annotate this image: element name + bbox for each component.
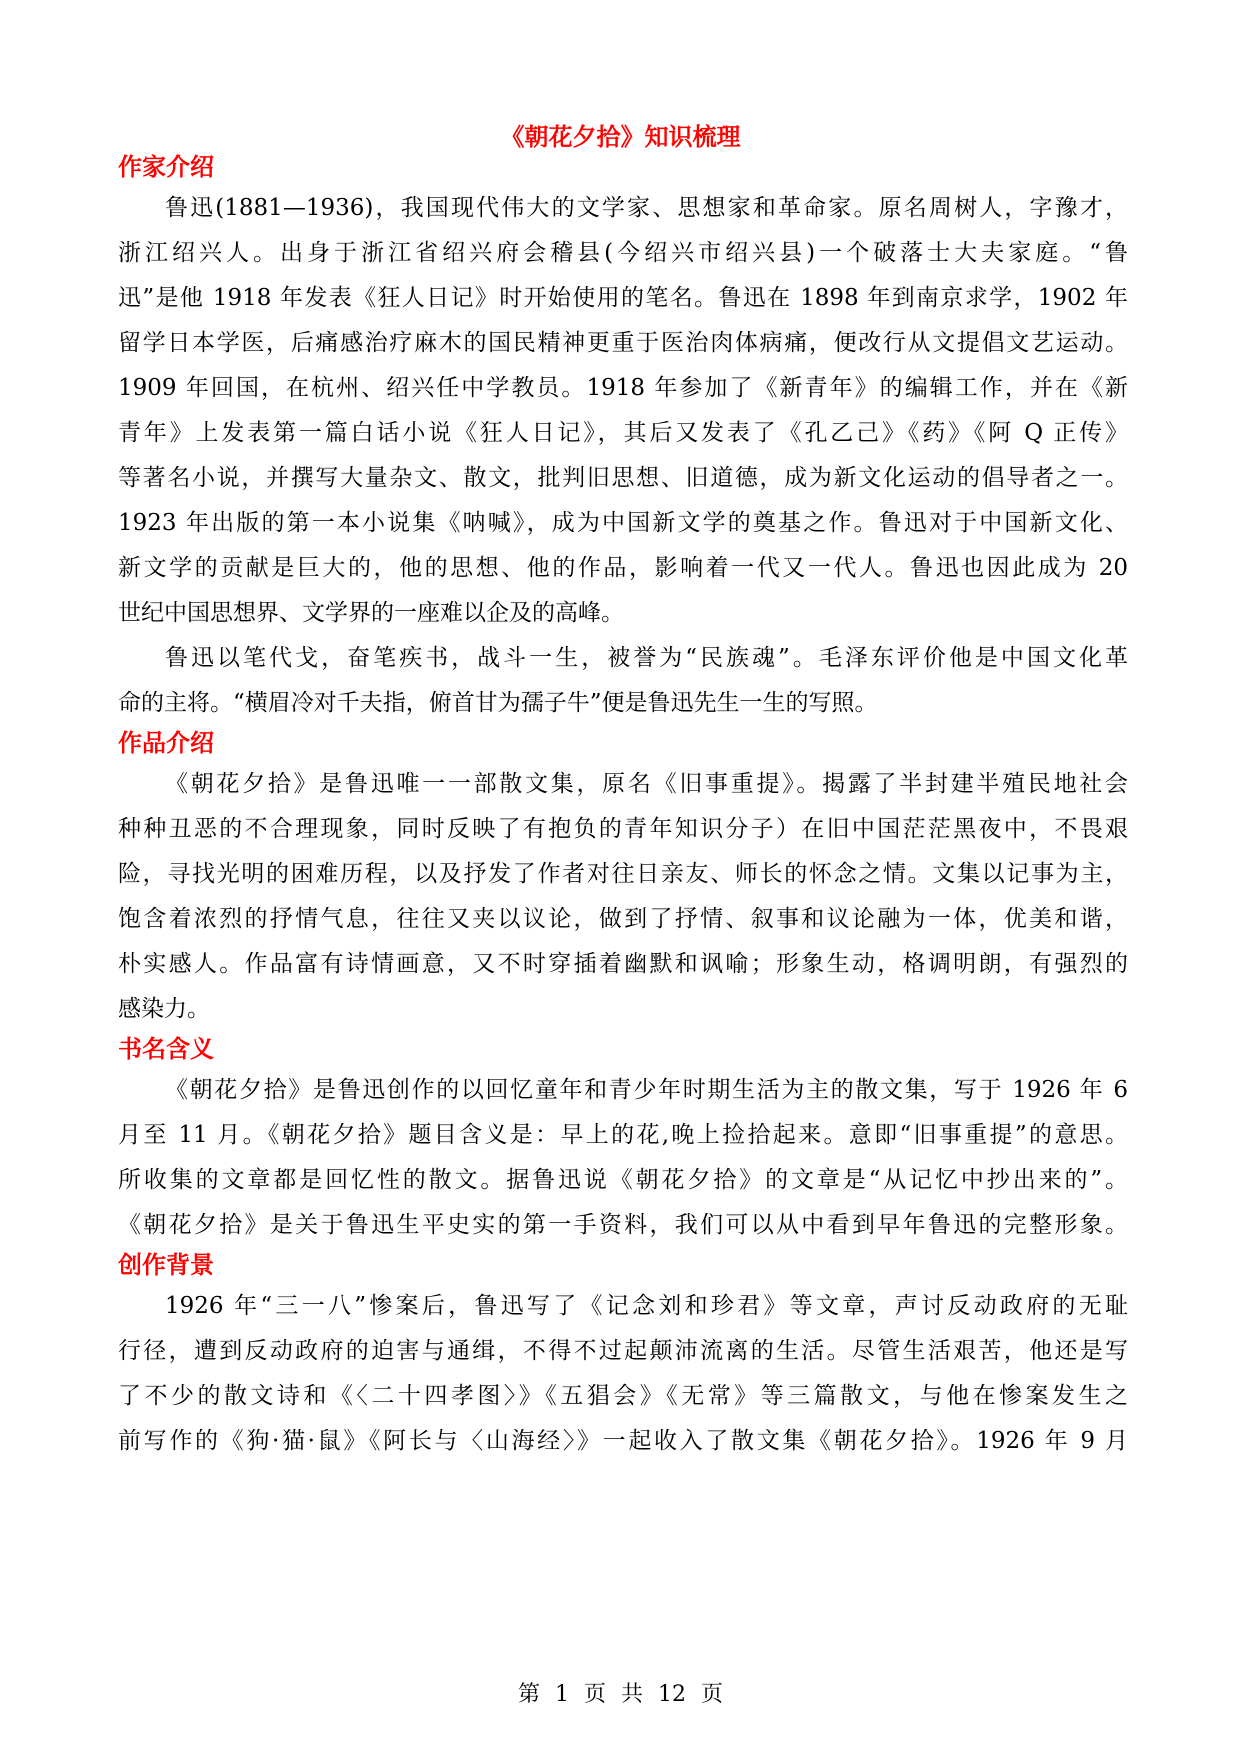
text-line: 等著名小说，并撰写大量杂文、散文，批判旧思想、旧道德，成为新文化运动的倡导者之一。: [118, 465, 1128, 491]
text-line: 迅”是他 1918 年发表《狂人日记》时开始使用的笔名。鲁迅在 1898 年到南京求学，1902 年: [118, 285, 1128, 311]
page-footer: 第 1 页 共 12 页: [518, 1682, 723, 1707]
text-line: 《朝花夕拾》是鲁迅创作的以回忆童年和青少年时期生活为主的散文集，写于 1926 年 6: [165, 1077, 1128, 1103]
section-heading-work: 作品介绍: [118, 729, 214, 757]
text-line: 《朝花夕拾》是关于鲁迅生平史实的第一手资料，我们可以从中看到早年鲁迅的完整形象。: [118, 1212, 1128, 1238]
text-line: 行径，遭到反动政府的迫害与通缉，不得不过起颠沛流离的生活。尽管生活艰苦，他还是写: [118, 1338, 1128, 1364]
section-heading-title-meaning: 书名含义: [118, 1035, 214, 1063]
text-line: 1909 年回国，在杭州、绍兴任中学教员。1918 年参加了《新青年》的编辑工作，并在《新: [118, 375, 1128, 401]
text-line: 1923 年出版的第一本小说集《呐喊》，成为中国新文学的奠基之作。鲁迅对于中国新文化、: [118, 510, 1128, 536]
text-line: 感染力。: [118, 996, 210, 1022]
text-line: 种种丑恶的不合理现象，同时反映了有抱负的青年知识分子）在旧中国茫茫黑夜中，不畏艰: [118, 816, 1128, 842]
text-line: 朴实感人。作品富有诗情画意，又不时穿插着幽默和讽喻；形象生动，格调明朗，有强烈的: [118, 951, 1128, 977]
text-line: 月至 11 月。《朝花夕拾》题目含义是：早上的花,晚上捡拾起来。意即“旧事重提”的意思。: [118, 1122, 1128, 1148]
text-line: 《朝花夕拾》是鲁迅唯一一部散文集，原名《旧事重提》。揭露了半封建半殖民地社会: [165, 771, 1128, 797]
text-line: 青年》上发表第一篇白话小说《狂人日记》，其后又发表了《孔乙己》《药》《阿 Q 正传》: [118, 420, 1128, 446]
text-line: 前写作的《狗·猫·鼠》《阿长与〈山海经〉》一起收入了散文集《朝花夕拾》。1926 年 9 月: [118, 1428, 1128, 1454]
text-line: 新文学的贡献是巨大的，他的思想、他的作品，影响着一代又一代人。鲁迅也因此成为 20: [118, 555, 1128, 581]
section-heading-background: 创作背景: [118, 1251, 214, 1279]
text-line: 饱含着浓烈的抒情气息，往往又夹以议论，做到了抒情、叙事和议论融为一体，优美和谐，: [118, 906, 1128, 932]
text-line: 鲁迅以笔代戈，奋笔疾书，战斗一生，被誉为“民族魂”。毛泽东评价他是中国文化革: [165, 645, 1128, 671]
section-heading-author: 作家介绍: [118, 153, 214, 181]
text-line: 命的主将。“横眉冷对千夫指，俯首甘为孺子牛”便是鲁迅先生一生的写照。: [118, 690, 878, 716]
text-line: 浙江绍兴人。出身于浙江省绍兴府会稽县(今绍兴市绍兴县)一个破落士大夫家庭。“鲁: [118, 240, 1128, 266]
text-line: 世纪中国思想界、文学界的一座难以企及的高峰。: [118, 600, 624, 626]
text-line: 留学日本学医，后痛感治疗麻木的国民精神更重于医治肉体病痛，便改行从文提倡文艺运动。: [118, 330, 1128, 356]
text-line: 鲁迅(1881—1936)，我国现代伟大的文学家、思想家和革命家。原名周树人，字豫才，: [165, 195, 1128, 221]
document-title: 《朝花夕拾》知识梳理: [500, 123, 741, 151]
text-line: 1926 年“三一八”惨案后，鲁迅写了《记念刘和珍君》等文章，声讨反动政府的无耻: [165, 1293, 1128, 1319]
text-line: 所收集的文章都是回忆性的散文。据鲁迅说《朝花夕拾》的文章是“从记忆中抄出来的”。: [118, 1167, 1128, 1193]
text-line: 险，寻找光明的困难历程，以及抒发了作者对往日亲友、师长的怀念之情。文集以记事为主，: [118, 861, 1128, 887]
text-line: 了不少的散文诗和《〈二十四孝图〉》《五猖会》《无常》等三篇散文，与他在惨案发生之: [118, 1383, 1128, 1409]
